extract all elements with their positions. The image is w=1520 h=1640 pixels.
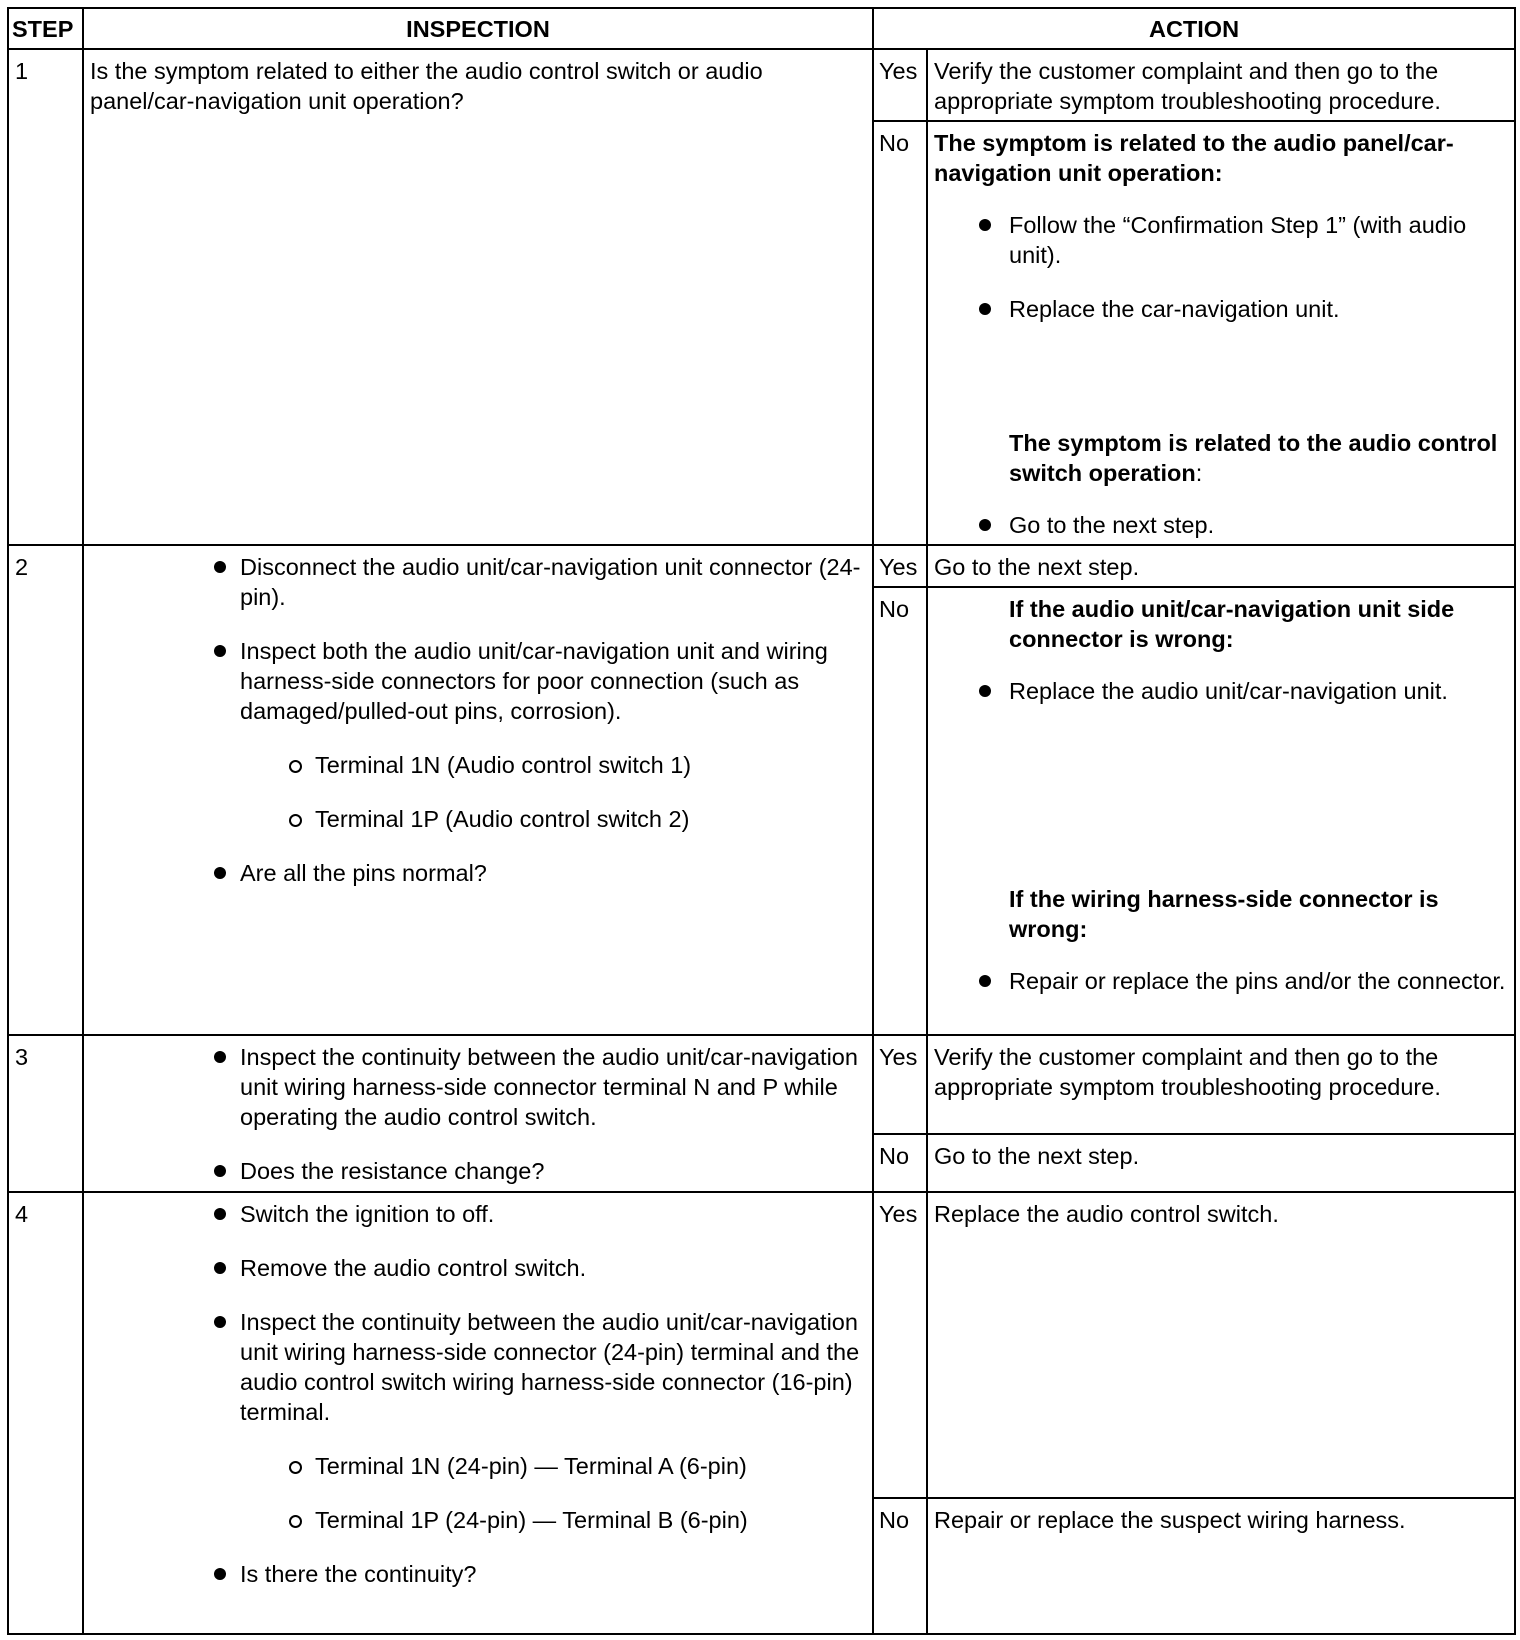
step-1-no-label: No xyxy=(873,121,927,545)
list-item: Terminal 1N (24-pin) — Terminal A (6-pin) xyxy=(90,1451,866,1481)
bullet-icon xyxy=(214,1262,226,1274)
step-2-inspection xyxy=(83,545,873,1035)
step-2-inspection-list xyxy=(90,552,866,888)
step-1-no-action xyxy=(927,121,1515,545)
list-item: Switch the ignition to off. xyxy=(90,1199,866,1229)
step-2-no-list-2 xyxy=(934,966,1508,996)
step-3-yes-action: Verify the customer complaint and then go to the appropriate symptom troubleshooting procedure. xyxy=(927,1035,1515,1134)
step-2-yes-action: Go to the next step. xyxy=(927,545,1515,587)
list-item: Terminal 1N (Audio control switch 1) xyxy=(90,750,866,780)
troubleshooting-table xyxy=(7,7,1516,1635)
step-2-no-heading-2: If the wiring harness-side connector is wrong: xyxy=(1009,886,1439,942)
list-item: Repair or replace the pins and/or the connector. xyxy=(934,966,1508,996)
list-item: Inspect the continuity between the audio unit/car-navigation unit wiring harness-side connector (24-pin) terminal and the audio control switch wiring harness-side connector (16-pin) terminal. xyxy=(90,1307,866,1427)
step-3-no-label: No xyxy=(873,1134,927,1192)
step-1-no-list-1 xyxy=(934,210,1508,324)
circle-bullet-icon xyxy=(289,1515,302,1528)
step-3-no-action: Go to the next step. xyxy=(927,1134,1515,1192)
header-action: ACTION xyxy=(873,8,1515,49)
step-2-yes-label: Yes xyxy=(873,545,927,587)
bullet-icon xyxy=(214,645,226,657)
step-1-yes-action: Verify the customer complaint and then go to the appropriate symptom troubleshooting procedure. xyxy=(927,49,1515,121)
list-item: Inspect both the audio unit/car-navigation unit and wiring harness-side connectors for poor connection (such as damaged/pulled-out pins, corrosion). xyxy=(90,636,866,726)
step-4-no-label: No xyxy=(873,1498,927,1634)
step-3-inspection xyxy=(83,1035,873,1192)
list-item: Remove the audio control switch. xyxy=(90,1253,866,1283)
step-1-no-list-2 xyxy=(934,510,1508,540)
step-2-no-list-1 xyxy=(934,676,1508,706)
step-1-no-heading-2: The symptom is related to the audio control switch operation: xyxy=(1009,430,1498,486)
header-step: STEP xyxy=(8,8,83,49)
step-4-yes-row xyxy=(8,1192,1515,1498)
bullet-icon xyxy=(979,685,991,697)
step-1-inspection: Is the symptom related to either the audio control switch or audio panel/car-navigation unit operation? xyxy=(83,49,873,545)
bullet-icon xyxy=(979,519,991,531)
step-2-number: 2 xyxy=(8,545,83,1035)
circle-bullet-icon xyxy=(289,1461,302,1474)
list-item: Terminal 1P (Audio control switch 2) xyxy=(90,804,866,834)
step-3-yes-label: Yes xyxy=(873,1035,927,1134)
step-2-no-heading-1: If the audio unit/car-navigation unit side connector is wrong: xyxy=(1009,596,1455,652)
step-4-yes-label: Yes xyxy=(873,1192,927,1498)
bullet-icon xyxy=(979,303,991,315)
step-1-no-heading-1: The symptom is related to the audio panel/car-navigation unit operation: xyxy=(934,130,1454,186)
step-3-yes-row xyxy=(8,1035,1515,1134)
list-item: Replace the car-navigation unit. xyxy=(934,294,1508,324)
list-item: Follow the “Confirmation Step 1” (with audio unit). xyxy=(934,210,1508,270)
step-1-number: 1 xyxy=(8,49,83,545)
step-4-yes-action: Replace the audio control switch. xyxy=(927,1192,1515,1498)
list-item: Are all the pins normal? xyxy=(90,858,866,888)
bullet-icon xyxy=(979,975,991,987)
circle-bullet-icon xyxy=(289,814,302,827)
step-1-yes-row xyxy=(8,49,1515,121)
bullet-icon xyxy=(979,219,991,231)
list-item: Does the resistance change? xyxy=(90,1156,866,1186)
step-4-no-action: Repair or replace the suspect wiring harness. xyxy=(927,1498,1515,1634)
bullet-icon xyxy=(214,561,226,573)
step-2-yes-row xyxy=(8,545,1515,587)
bullet-icon xyxy=(214,1165,226,1177)
bullet-icon xyxy=(214,1316,226,1328)
list-item: Inspect the continuity between the audio unit/car-navigation unit wiring harness-side connector terminal N and P while operating the audio control switch. xyxy=(90,1042,866,1132)
circle-bullet-icon xyxy=(289,760,302,773)
header-inspection: INSPECTION xyxy=(83,8,873,49)
step-2-no-action xyxy=(927,587,1515,1035)
step-3-number: 3 xyxy=(8,1035,83,1192)
step-2-no-label: No xyxy=(873,587,927,1035)
step-4-inspection xyxy=(83,1192,873,1634)
bullet-icon xyxy=(214,1051,226,1063)
step-4-number: 4 xyxy=(8,1192,83,1634)
step-4-inspection-list xyxy=(90,1199,866,1589)
step-1-yes-label: Yes xyxy=(873,49,927,121)
list-item: Terminal 1P (24-pin) — Terminal B (6-pin) xyxy=(90,1505,866,1535)
list-item: Replace the audio unit/car-navigation unit. xyxy=(934,676,1508,706)
list-item: Go to the next step. xyxy=(934,510,1508,540)
step-3-inspection-list xyxy=(90,1042,866,1186)
list-item: Is there the continuity? xyxy=(90,1559,866,1589)
bullet-icon xyxy=(214,867,226,879)
bullet-icon xyxy=(214,1208,226,1220)
header-row xyxy=(8,8,1515,49)
bullet-icon xyxy=(214,1568,226,1580)
list-item: Disconnect the audio unit/car-navigation unit connector (24-pin). xyxy=(90,552,866,612)
